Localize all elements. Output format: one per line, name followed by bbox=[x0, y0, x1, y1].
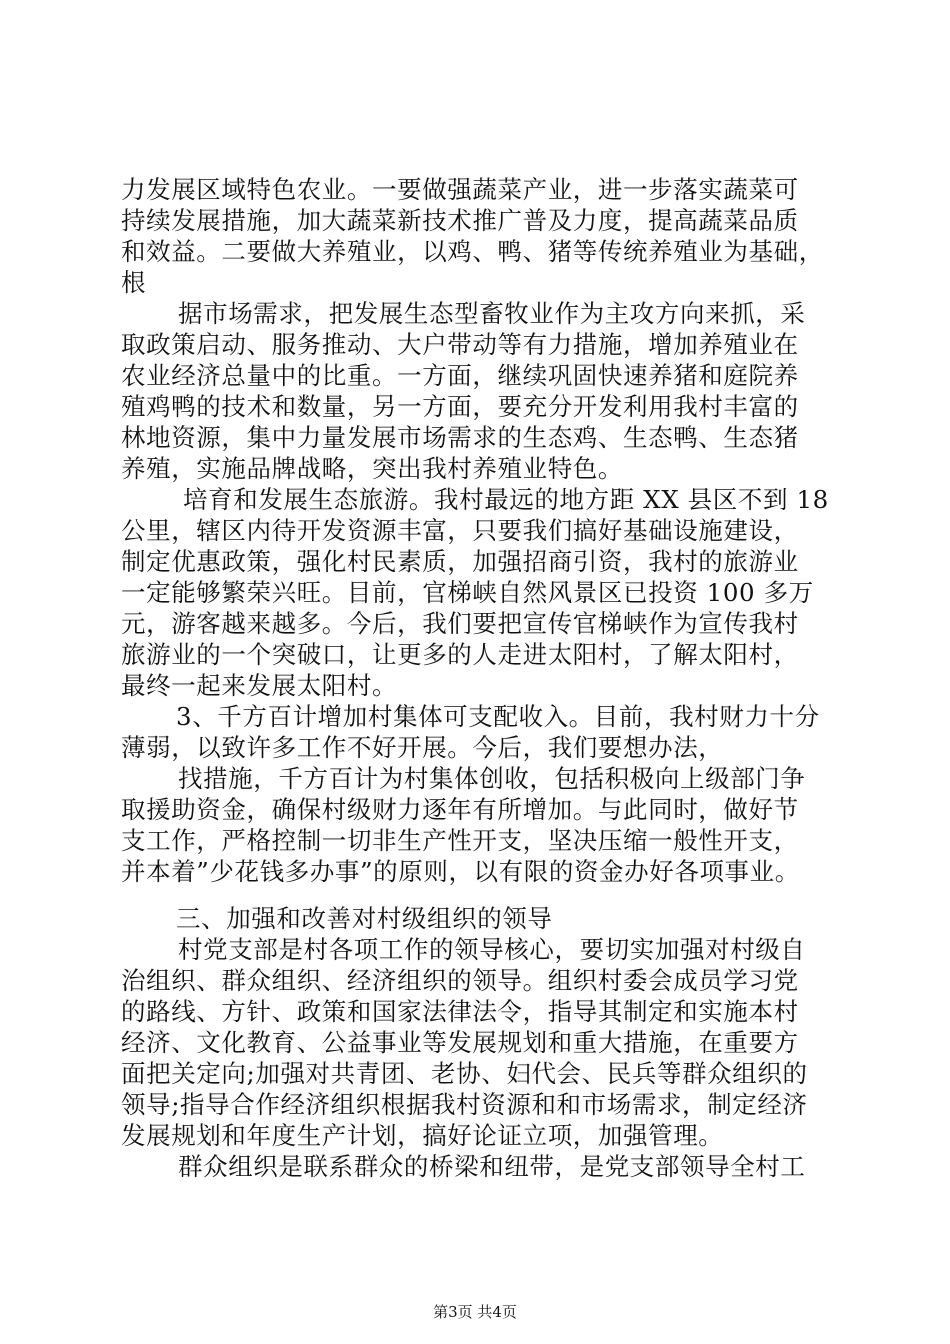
text-line: 领导;指导合作经济组织根据我村资源和和市场需求，制定经济 bbox=[121, 1090, 808, 1119]
text-line: 取援助资金，确保村级财力逐年有所增加。与此同时，做好节 bbox=[121, 795, 799, 824]
text-line: 林地资源，集中力量发展市场需求的生态鸡、生态鸭、生态猪 bbox=[121, 423, 799, 452]
text-line: 村党支部是村各项工作的领导核心，要切实加强对村级自 bbox=[178, 935, 806, 964]
text-line: 培育和发展生态旅游。我村最远的地方距 XX 县区不到 18 bbox=[183, 485, 829, 514]
text-line: 经济、文化教育、公益事业等发展规划和重大措施，在重要方 bbox=[121, 1028, 799, 1057]
text-line: 持续发展措施，加大蔬菜新技术推广普及力度，提高蔬菜品质 bbox=[121, 206, 799, 235]
text-line: 和效益。二要做大养殖业，以鸡、鸭、猪等传统养殖业为基础， bbox=[121, 237, 824, 266]
text-line: 面把关定向;加强对共青团、老协、妇代会、民兵等群众组织的 bbox=[121, 1059, 808, 1088]
text-line: 取政策启动、服务推动、大户带动等有力措施，增加养殖业在 bbox=[121, 330, 799, 359]
text-line: 发展规划和年度生产计划，搞好论证立项，加强管理。 bbox=[121, 1121, 724, 1150]
text-line: 3、千方百计增加村集体可支配收入。目前，我村财力十分 bbox=[176, 702, 820, 731]
text-line: 最终一起来发展太阳村。 bbox=[121, 671, 398, 700]
text-line: 治组织、群众组织、经济组织的领导。组织村委会成员学习党 bbox=[121, 966, 799, 995]
text-line: 根 bbox=[121, 268, 147, 297]
text-line: 力发展区域特色农业。一要做强蔬菜产业，进一步落实蔬菜可 bbox=[121, 175, 799, 204]
text-line: 养殖，实施品牌战略，突出我村养殖业特色。 bbox=[121, 454, 623, 483]
text-line: 农业经济总量中的比重。一方面，继续巩固快速养猪和庭院养 bbox=[121, 361, 799, 390]
page-footer: 第3页 共4页 bbox=[433, 1303, 517, 1321]
text-line: 公里，辖区内待开发资源丰富，只要我们搞好基础设施建设， bbox=[121, 516, 799, 545]
text-line: 薄弱，以致许多工作不好开展。今后，我们要想办法， bbox=[121, 733, 724, 762]
section-heading: 三、加强和改善对村级组织的领导 bbox=[176, 904, 553, 933]
text-line: 并本着”少花钱多办事”的原则，以有限的资金办好各项事业。 bbox=[121, 857, 800, 886]
text-line: 找措施，千方百计为村集体创收，包括积极向上级部门争 bbox=[178, 764, 806, 793]
text-line: 殖鸡鸭的技术和数量，另一方面，要充分开发利用我村丰富的 bbox=[121, 392, 799, 421]
text-line: 支工作，严格控制一切非生产性开支，坚决压缩一般性开支， bbox=[121, 826, 799, 855]
text-line: 一定能够繁荣兴旺。目前，官梯峡自然风景区已投资 100 多万 bbox=[121, 578, 814, 607]
text-line: 元，游客越来越多。今后，我们要把宣传官梯峡作为宣传我村 bbox=[121, 609, 799, 638]
text-line: 制定优惠政策，强化村民素质，加强招商引资，我村的旅游业 bbox=[121, 547, 799, 576]
text-line: 旅游业的一个突破口，让更多的人走进太阳村，了解太阳村， bbox=[121, 640, 799, 669]
text-line: 据市场需求，把发展生态型畜牧业作为主攻方向来抓，采 bbox=[178, 299, 806, 328]
text-line: 的路线、方针、政策和国家法律法令，指导其制定和实施本村 bbox=[121, 997, 799, 1026]
text-line: 群众组织是联系群众的桥梁和纽带，是党支部领导全村工 bbox=[178, 1152, 806, 1181]
